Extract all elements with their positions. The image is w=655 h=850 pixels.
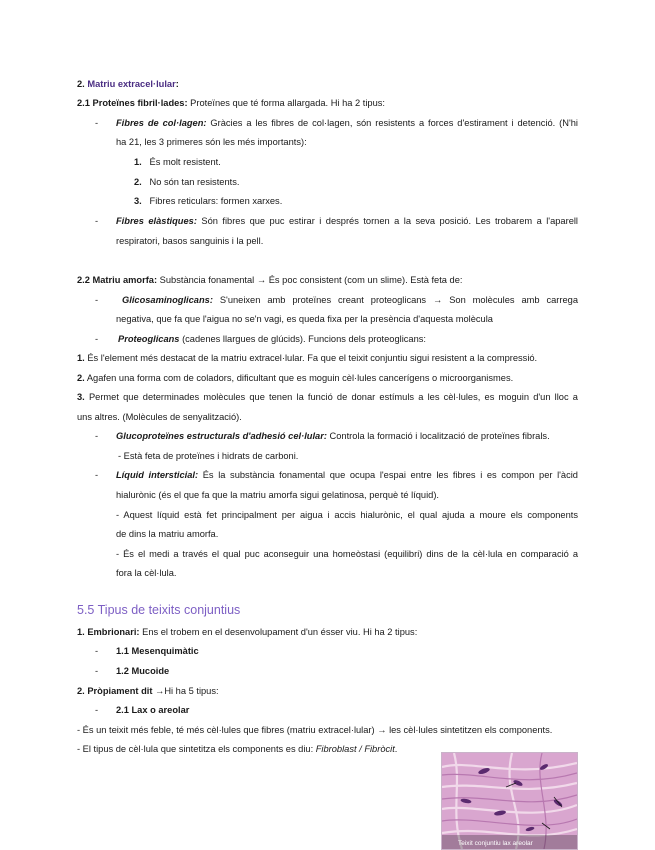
bullet-dash: - [95,334,99,344]
elastic-line1: Són fibres que puc estirar i després tornen a la seva posició. Les trobarem a l'aparell [196,216,578,226]
gag-term: Glicosaminoglicans: [122,295,213,305]
glycoprotein-subnote: - Està feta de proteïnes i hidrats de carboni. [118,451,299,461]
item-text: Fibres reticulars: formen xarxes. [149,196,283,206]
subsection-text: Proteïnes que té forma allargada. Hi ha 2 tipus: [190,98,385,108]
item-number: 3. [134,196,142,206]
subsection-title: 2.2 Matriu amorfa: [77,275,160,285]
embryonic-item-1: 1.1 Mesenquimàtic [116,646,199,656]
gag-paragraph [122,294,578,307]
elastic-line2: respiratori, basos sanguinis i la pell. [116,236,264,246]
function-number: 1. [77,353,85,363]
item-text: És molt resistent. [149,157,221,167]
subsection-text: Substància fonamental → És poc consistent (com un slime). Està feta de: [159,275,463,285]
lax-line-2 [77,743,397,756]
bullet-dash: - [95,216,99,226]
embryonic-text: Ens el trobem en el desenvolupament d'un ésser viu. Hi ha 2 tipus: [139,627,418,637]
lax-line-2-pre: - El tipus de cèl·lula que sintetitza els components es diu: [77,744,316,754]
collagen-line1: Gràcies a les fibres de col·lagen, són resistents a forces d'estirament i detenció. (N'hi [206,118,578,128]
collagen-item-3 [134,195,282,208]
liquid-paragraph [116,469,578,482]
liquid-line2: hialurònic (és el que fa que la matriu amorfa sigui gelatinosa, perquè té líquid). [116,490,439,500]
function-text: Agafen una forma com de coladors, dificultant que es moguin cèl·lules cancerígens o microorganismes. [86,373,514,383]
bullet-dash: - [95,431,99,441]
section-colon: : [175,79,179,89]
gag-line2: negativa, que fa que l'aigua no se'n vagi, es queda fixa per la presència d'aquesta molècula [116,314,493,324]
collagen-item-2 [134,176,239,189]
bullet-dash: - [95,666,99,676]
function-3-continuation: uns altres. (Molècules de senyalització). [77,412,242,422]
elastic-term: Fibres elàstiques: [116,216,197,226]
micrograph-caption: Teixit conjuntiu lax areolar [458,840,533,847]
section-title: Matriu extracel·lular [87,79,176,89]
proper-term: Pròpiament dit [87,686,153,696]
gag-line1: S'uneixen amb proteïnes creant proteoglicans → Son molècules amb carrega [212,295,578,305]
liquid-line1: És la substància fonamental que ocupa l'espai entre les fibres i es compon per l'àcid [198,470,578,480]
liquid-subnote-1-cont: de dins la matriu amorfa. [116,529,219,539]
collagen-item-1 [134,156,221,169]
liquid-subnote-2: - És el medi a través el qual puc aconseguir una homeòstasi (equilibri) dins de la cèl·lula en comparació a [116,549,578,559]
lax-line-1: - És un teixit més feble, té més cèl·lules que fibres (matriu extracel·lular) → les cèl·lules sintetitzen els components. [77,725,553,735]
collagen-term: Fibres de col·lagen: [116,118,207,128]
lax-line-2-term: Fibroblast / Fibròcit [315,744,395,754]
lax-line-2-post: . [394,744,398,754]
areolar-tissue-micrograph [441,752,578,850]
collagen-line2: ha 21, les 3 primeres són les més importants): [116,137,307,147]
function-text: És l'element més destacat de la matriu extracel·lular. Fa que el teixit conjuntiu sigui resistent a la compressió. [87,353,538,363]
function-item-3 [77,391,578,404]
liquid-subnote-2-cont: fora la cèl·lula. [116,568,177,578]
bullet-dash: - [95,118,99,128]
bullet-dash: - [95,295,99,305]
glycoprotein-text: Controla la formació i localització de proteïnes fibrals. [326,431,550,441]
function-item-2 [77,372,513,385]
item-number: 1. [134,157,142,167]
embryonic-item-2: 1.2 Mucoide [116,666,170,676]
proper-number: 2. [77,686,88,696]
proteoglycans-term: Proteoglicans [118,334,180,344]
bullet-dash: - [95,705,99,715]
proper-item-1: 2.1 Lax o areolar [116,705,190,715]
proper-text: →Hi ha 5 tipus: [152,686,219,696]
function-number: 3. [77,392,85,402]
proper-line [77,685,219,698]
embryonic-number: 1. [77,627,88,637]
embryonic-line [77,626,417,639]
function-item-1 [77,352,537,365]
glycoprotein-term: Glucoproteïnes estructurals d'adhesió cel·lular: [116,431,327,441]
section-5-5-heading: 5.5 Tipus de teixits conjuntius [77,603,241,617]
function-text: Permet que determinades molècules que tenen la funció de donar estímuls a les cèl·lules, es moguin d'un lloc a [88,392,578,402]
bullet-dash: - [95,470,99,480]
collagen-paragraph [116,117,578,130]
proteoglycans-text: (cadenes llargues de glúcids). Funcions dels proteoglicans: [179,334,426,344]
item-number: 2. [134,177,142,187]
subsection-title: 2.1 Proteïnes fibril·lades: [77,98,191,108]
glycoprotein-line [116,430,550,443]
liquid-term: Líquid intersticial: [116,470,199,480]
bullet-dash: - [95,646,99,656]
section-heading [77,78,179,91]
embryonic-term: Embrionari: [87,627,140,637]
item-text: No són tan resistents. [149,177,240,187]
liquid-subnote-1: - Aquest líquid està fet principalment per aigua i accis hialurònic, el qual ajuda a moure els components [116,510,578,520]
function-number: 2. [77,373,85,383]
proteoglycans-line [118,333,426,346]
micrograph-illustration [442,753,577,849]
elastic-paragraph [116,215,578,228]
subsection-amorphous [77,274,462,287]
section-number: 2. [77,79,85,89]
subsection-fibrillar [77,97,385,110]
